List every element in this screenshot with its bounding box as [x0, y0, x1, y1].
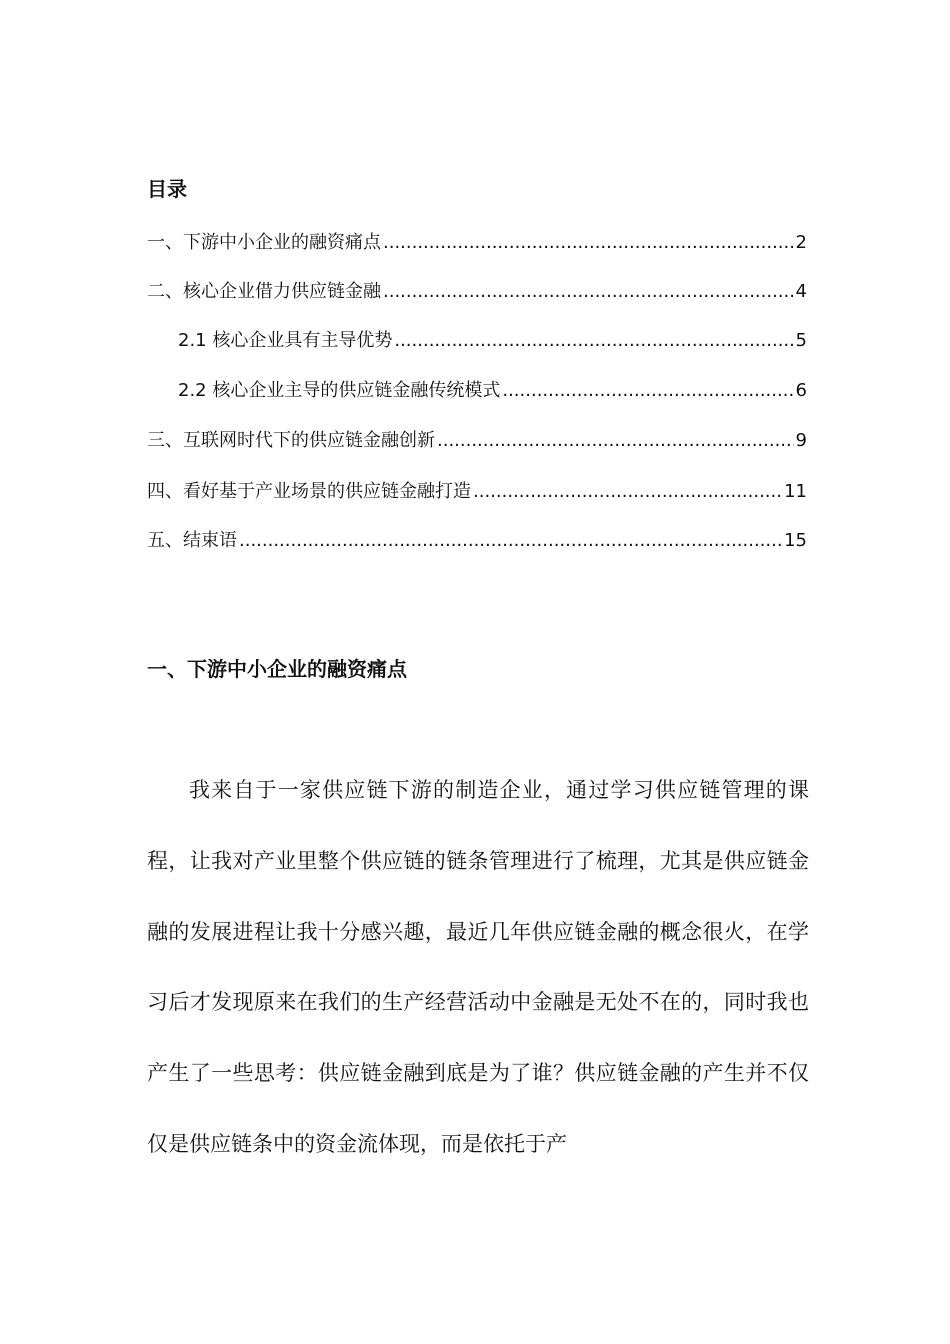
toc-dot-leader — [502, 376, 793, 406]
toc-dot-leader — [383, 277, 794, 307]
toc-title: 目录 — [147, 177, 187, 201]
toc-entry-label: 五、结束语 — [147, 530, 237, 551]
toc-subentry[interactable] — [178, 326, 807, 356]
toc-page-number: 11 — [784, 481, 807, 502]
toc-page-number: 15 — [784, 530, 807, 551]
toc-entry[interactable] — [147, 426, 807, 456]
toc-dot-leader — [437, 426, 794, 456]
toc-entry-label: 四、看好基于产业场景的供应链金融打造 — [147, 481, 471, 502]
toc-entry-label: 二、核心企业借力供应链金融 — [147, 281, 381, 302]
toc-entry[interactable] — [147, 277, 807, 307]
toc-page-number: 2 — [795, 232, 807, 253]
toc-entry-label: 三、互联网时代下的供应链金融创新 — [147, 430, 435, 451]
body-paragraph: 我来自于一家供应链下游的制造企业，通过学习供应链管理的课程，让我对产业里整个供应链的链条管理进行了梳理，尤其是供应链金融的发展进程让我十分感兴趣，最近几年供应链金融的概念很火，在学习后才发现原来在我们的生产经营活动中金融是无处不在的，同时我也产生了一些思考：供应链金融到底是为了谁？供应链金融的产生并不仅仅是供应链条中的资金流体现，而是依托于产 — [147, 778, 809, 1156]
toc-entry[interactable] — [147, 477, 807, 507]
toc-page-number: 9 — [795, 430, 807, 451]
toc-subentry[interactable] — [178, 376, 807, 406]
toc-entry-label: 一、下游中小企业的融资痛点 — [147, 232, 381, 253]
section-heading: 一、下游中小企业的融资痛点 — [147, 657, 407, 681]
toc-dot-leader — [383, 228, 794, 258]
toc-dot-leader — [394, 326, 793, 356]
toc-entry[interactable] — [147, 228, 807, 258]
toc-dot-leader — [239, 526, 782, 556]
toc-dot-leader — [473, 477, 782, 507]
toc-page-number: 5 — [795, 330, 807, 351]
toc-entry[interactable] — [147, 526, 807, 556]
toc-entry-label: 2.2 核心企业主导的供应链金融传统模式 — [178, 380, 501, 401]
toc-page-number: 6 — [795, 380, 807, 401]
toc-page-number: 4 — [795, 281, 807, 302]
toc-entry-label: 2.1 核心企业具有主导优势 — [178, 330, 393, 351]
